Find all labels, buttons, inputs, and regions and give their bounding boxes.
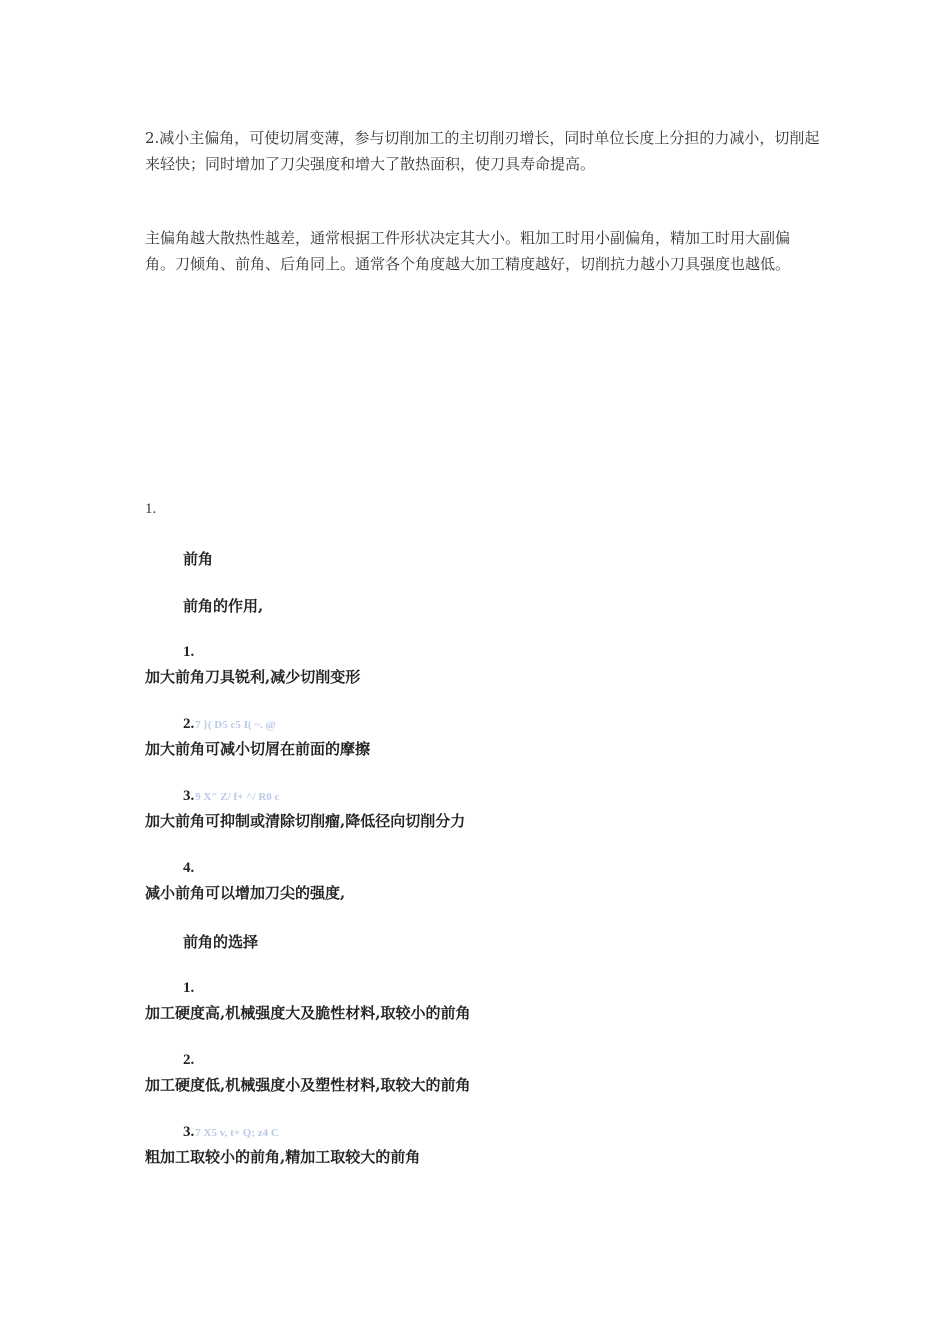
selection-item [145, 1049, 845, 1098]
item-number-text: 1. [183, 644, 195, 660]
item-number [183, 785, 845, 808]
function-heading: 前角的作用, [183, 597, 264, 615]
item-number-text: 2. [183, 716, 195, 732]
item-number [183, 713, 845, 736]
function-item [145, 785, 845, 834]
item-number-text: 3. [183, 1124, 195, 1140]
item-number-text: 4. [183, 860, 195, 876]
paragraph-main-angle-reduction: 2.减小主偏角，可使切屑变薄，参与切削加工的主切削刃增长，同时单位长度上分担的力减小，切削起来轻快；同时增加了刀尖强度和增大了散热面积，使刀具寿命提高。 [145, 129, 820, 173]
section-title: 前角 [183, 550, 214, 568]
item-number [183, 1049, 845, 1072]
item-number [183, 1121, 845, 1144]
item-text: 加大前角刀具锐利,减少切削变形 [145, 668, 361, 686]
item-number-text: 3. [183, 788, 195, 804]
selection-item [145, 977, 845, 1026]
item-text: 加工硬度高,机械强度大及脆性材料,取较小的前角 [145, 1004, 471, 1022]
selection-heading: 前角的选择 [183, 933, 259, 951]
watermark-text: 7 }( D5 c5 I( ~. @ [195, 719, 276, 731]
function-item [145, 713, 845, 762]
item-text: 粗加工取较小的前角,精加工取较大的前角 [145, 1148, 421, 1166]
item-number [183, 977, 845, 1000]
section-number: 1. [145, 501, 157, 517]
paragraph-main-angle-heat: 主偏角越大散热性越差，通常根据工件形状决定其大小。粗加工时用小副偏角，精加工时用大副偏角。刀倾角、前角、后角同上。通常各个角度越大加工精度越好，切削抗力越小刀具强度也越低。 [145, 229, 791, 273]
function-item [145, 641, 845, 690]
item-text: 加大前角可抑制或清除切削瘤,降低径向切削分力 [145, 812, 466, 830]
item-text: 加大前角可减小切屑在前面的摩擦 [145, 740, 371, 758]
watermark-text: 7 X5 v, t+ Q; z4 C [195, 1127, 279, 1139]
watermark-text: 9 X" Z/ f+ ^/ R0 c [195, 791, 280, 803]
item-text: 加工硬度低,机械强度小及塑性材料,取较大的前角 [145, 1076, 471, 1094]
item-text: 减小前角可以增加刀尖的强度, [145, 884, 346, 902]
selection-item [145, 1121, 845, 1170]
item-number-text: 1. [183, 980, 195, 996]
item-number [183, 857, 845, 880]
item-number-text: 2. [183, 1052, 195, 1068]
function-item [145, 857, 845, 906]
item-number [183, 641, 845, 664]
